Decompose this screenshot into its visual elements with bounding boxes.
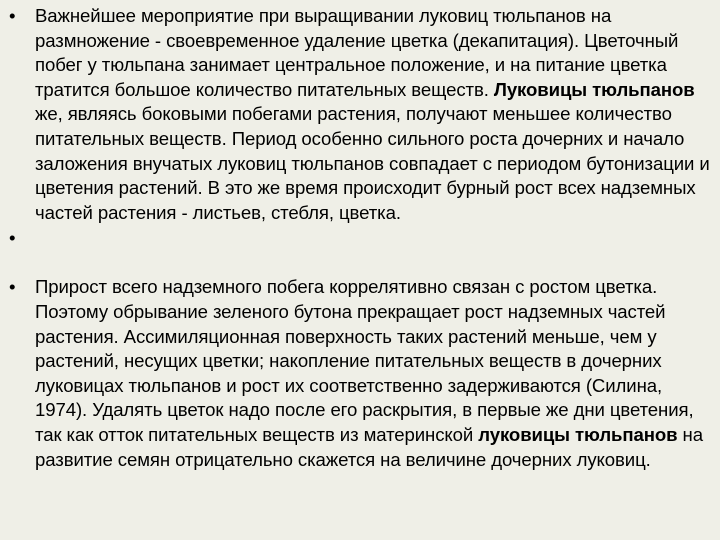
bullet-icon: • (9, 227, 16, 249)
empty-bullet (6, 226, 710, 251)
paragraph-text: Важнейшее мероприятие при выращивании луковиц тюльпанов на размножение - своевременное удаление цветка (декапитация). Цветочный побег у тюльпана занимает центральное положение, и на питание цветка тратится большое количество питательных веществ. (35, 5, 679, 100)
bold-term: луковицы тюльпанов (478, 423, 678, 445)
paragraph-decapitation (6, 4, 710, 225)
paragraph-text: на развитие семян отрицательно скажется на величине дочерних луковиц. (35, 423, 703, 470)
bullet-list (6, 4, 710, 472)
bullet-icon: • (9, 5, 16, 26)
paragraph-text: Прирост всего надземного побега коррелятивно связан с ростом цветка. Поэтому обрывание зеленого бутона прекращает рост надземных частей растения. Ассимиляционная поверхность таких растений меньше, чем у растений, несущих цветки; накопление питательных веществ в дочерних луковицах тюльпанов и рост их соответственно задерживаются (Силина, 1974). Удалять цветок надо после его раскрытия, в первые же дни цветения, так как отток питательных веществ из материнской (35, 276, 694, 445)
paragraph-text: же, являясь боковыми побегами растения, получают меньшее количество питательных веществ. Период особенно сильного роста дочерних и начало заложения внучатых луковиц тюльпанов совпадает с периодом бутонизации и цветения растений. В это же время происходит бурный рост всех надземных частей растения - листьев, стебля, цветка. (35, 103, 710, 223)
bullet-icon: • (9, 276, 16, 298)
paragraph-growth (6, 275, 710, 472)
bold-term: Луковицы тюльпанов (493, 78, 695, 100)
